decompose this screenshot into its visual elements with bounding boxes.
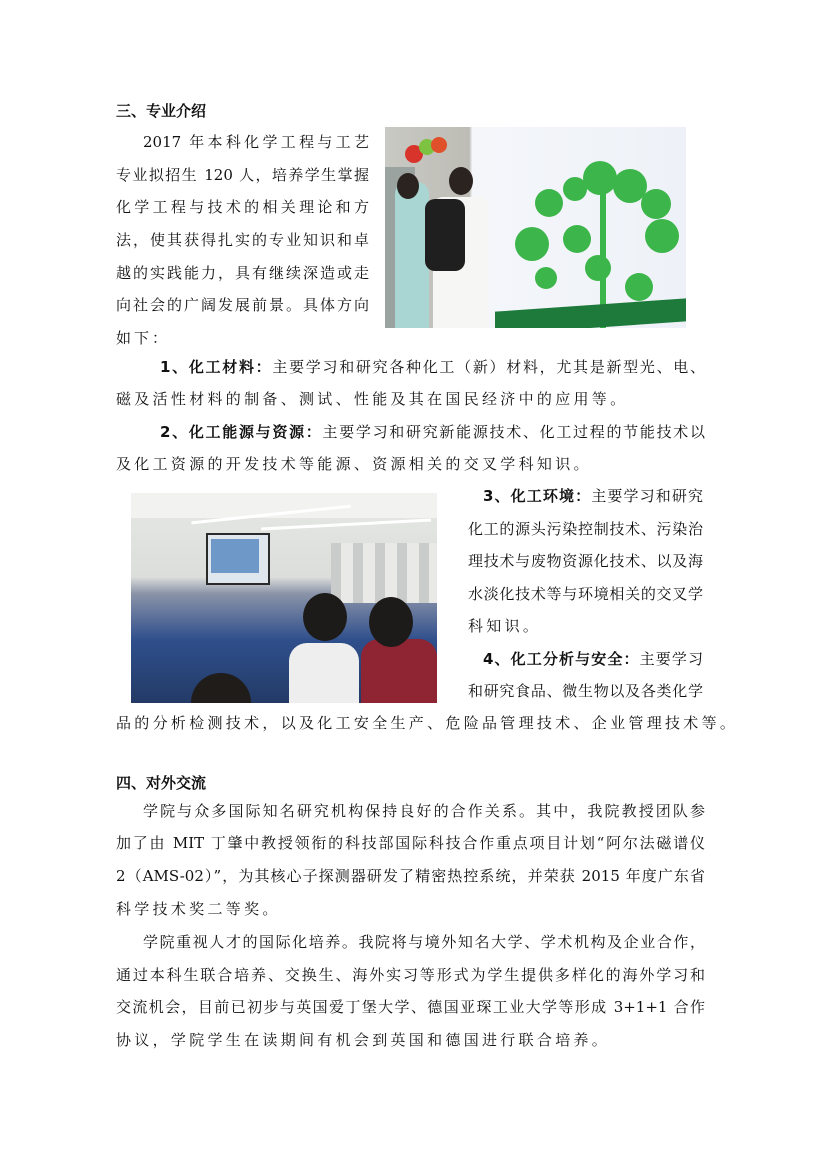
item-4-line: 4、化工分析与安全：主要学习 [483,650,703,668]
intro-line: 向社会的广阔发展前景。具体方向 [116,296,369,314]
intro-line: 如下： [116,329,171,347]
item-3-line: 3、化工环境：主要学习和研究 [483,487,703,505]
item-2-line: 及化工资源的开发技术等能源、资源相关的交叉学科知识。 [116,455,592,473]
intro-line: 2017 年本科化学工程与工艺 [143,133,369,151]
item-4-title: 4、化工分析与安全： [483,650,640,668]
intro-line: 专业拟招生 120 人，培养学生掌握 [116,166,369,184]
item-3-line: 科知识。 [468,617,542,635]
para-1-line: 学院与众多国际知名研究机构保持良好的合作关系。其中，我院教授团队参 [143,802,705,820]
para-2-line: 通过本科生联合培养、交换生、海外实习等形式为学生提供多样化的海外学习和 [116,966,705,984]
item-4-line: 和研究食品、微生物以及各类化学 [468,682,703,700]
item-3-line: 水淡化技术等与环境相关的交叉学 [468,585,703,603]
para-2-line: 协议，学院学生在读期间有机会到英国和德国进行联合培养。 [116,1031,611,1049]
photo-lecture-hall [131,493,437,703]
section-4-heading: 四、对外交流 [116,774,207,792]
item-1-title: 1、化工材料： [160,358,273,376]
para-2-line: 学院重视人才的国际化培养。我院将与境外知名大学、学术机构及企业合作， [143,933,705,951]
section-3-heading: 三、专业介绍 [116,102,207,120]
item-3-line: 化工的源头污染控制技术、污染治 [468,520,703,538]
para-1-line: 科学技术奖二等奖。 [116,900,281,918]
item-2-title: 2、化工能源与资源： [160,423,323,441]
para-2-line: 交流机会，目前已初步与英国爱丁堡大学、德国亚琛工业大学等形成 3+1+1 合作 [116,998,705,1016]
intro-line: 化学工程与技术的相关理论和方 [116,198,369,216]
item-2-line: 2、化工能源与资源：主要学习和研究新能源技术、化工过程的节能技术以 [160,423,705,441]
item-1-line: 1、化工材料：主要学习和研究各种化工（新）材料，尤其是新型光、电、 [160,358,705,376]
item-1-line: 磁及活性材料的制备、测试、性能及其在国民经济中的应用等。 [116,390,629,408]
item-3-line: 理技术与废物资源化技术、以及海 [468,552,703,570]
para-1-line: 2（AMS-02）”，为其核心子探测器研发了精密热控系统，并荣获 2015 年度广东省 [116,867,705,885]
intro-line: 法，使其获得扎实的专业知识和卓 [116,231,369,249]
item-4-line: 品的分析检测技术，以及化工安全生产、危险品管理技术、企业管理技术等。 [116,714,739,732]
item-3-title: 3、化工环境： [483,487,592,505]
para-1-line: 加了由 MIT 丁肇中教授领衔的科技部国际科技合作重点项目计划“阿尔法磁谱仪 [116,834,705,852]
intro-line: 越的实践能力，具有继续深造或走 [116,264,369,282]
photo-students-signing-wall [385,127,686,328]
